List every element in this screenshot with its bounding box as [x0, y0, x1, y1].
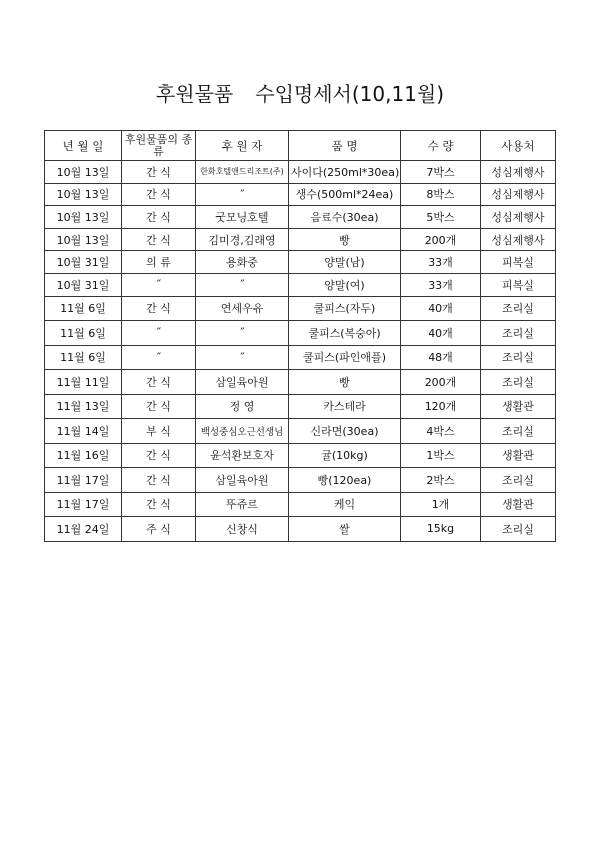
cell-item: 신라면(30ea) — [289, 419, 401, 444]
cell-quantity: 5박스 — [401, 206, 481, 229]
table-row — [45, 296, 556, 321]
cell-quantity: 8박스 — [401, 183, 481, 206]
cell-donor: 삼일육아원 — [196, 468, 289, 493]
cell-destination: 성심제행사 — [481, 228, 556, 251]
cell-destination: 피복실 — [481, 273, 556, 296]
cell-quantity: 1박스 — [401, 443, 481, 468]
cell-date: 11월 6일 — [45, 296, 122, 321]
cell-quantity: 120개 — [401, 394, 481, 419]
cell-category: 간 식 — [122, 370, 196, 395]
table-row — [45, 251, 556, 274]
cell-category: 간 식 — [122, 468, 196, 493]
cell-date: 11월 16일 — [45, 443, 122, 468]
cell-category: 간 식 — [122, 492, 196, 517]
cell-donor: ˝ — [196, 321, 289, 346]
cell-item: 빵(120ea) — [289, 468, 401, 493]
table-row — [45, 228, 556, 251]
cell-category: 간 식 — [122, 394, 196, 419]
header-destination: 사용처 — [481, 131, 556, 161]
cell-date: 11월 17일 — [45, 492, 122, 517]
cell-donor: ˝ — [196, 273, 289, 296]
title-part1: 후원물품 — [155, 82, 234, 106]
cell-category: 간 식 — [122, 161, 196, 184]
cell-category: 간 식 — [122, 183, 196, 206]
cell-donor: 김미경,김래영 — [196, 228, 289, 251]
cell-item: 쿨피스(파인애플) — [289, 345, 401, 370]
cell-item: 귤(10kg) — [289, 443, 401, 468]
cell-donor: 삼일육아원 — [196, 370, 289, 395]
table-row — [45, 468, 556, 493]
cell-destination: 조리실 — [481, 468, 556, 493]
header-quantity: 수 량 — [401, 131, 481, 161]
cell-destination: 조리실 — [481, 321, 556, 346]
header-item: 품 명 — [289, 131, 401, 161]
cell-destination: 생활관 — [481, 443, 556, 468]
cell-destination: 피복실 — [481, 251, 556, 274]
table-row — [45, 419, 556, 444]
cell-destination: 조리실 — [481, 517, 556, 542]
cell-date: 11월 17일 — [45, 468, 122, 493]
cell-destination: 성심제행사 — [481, 206, 556, 229]
cell-item: 빵 — [289, 228, 401, 251]
cell-date: 11월 6일 — [45, 345, 122, 370]
table-row — [45, 321, 556, 346]
table-row — [45, 206, 556, 229]
cell-date: 11월 11일 — [45, 370, 122, 395]
cell-donor: ˝ — [196, 183, 289, 206]
cell-date: 10월 31일 — [45, 273, 122, 296]
table-row — [45, 517, 556, 542]
cell-donor: 연세우유 — [196, 296, 289, 321]
title-part2: 수입명세서(10,11월) — [255, 82, 445, 106]
table-row — [45, 183, 556, 206]
table-header-row — [45, 131, 556, 161]
cell-category: ˝ — [122, 345, 196, 370]
cell-destination: 조리실 — [481, 296, 556, 321]
cell-donor: 한화호텔앤드리조트(주) — [196, 161, 289, 184]
cell-quantity: 40개 — [401, 296, 481, 321]
table-row — [45, 492, 556, 517]
cell-destination: 성심제행사 — [481, 161, 556, 184]
cell-item: 카스테라 — [289, 394, 401, 419]
cell-category: 간 식 — [122, 228, 196, 251]
cell-quantity: 40개 — [401, 321, 481, 346]
cell-date: 10월 31일 — [45, 251, 122, 274]
cell-quantity: 48개 — [401, 345, 481, 370]
cell-category: 주 식 — [122, 517, 196, 542]
donation-table — [44, 130, 556, 542]
cell-item: 쿨피스(자두) — [289, 296, 401, 321]
cell-category: 간 식 — [122, 206, 196, 229]
cell-donor: 윤석환보호자 — [196, 443, 289, 468]
header-category: 후원물품의 종류 — [122, 131, 196, 161]
cell-donor: 용화중 — [196, 251, 289, 274]
cell-item: 케익 — [289, 492, 401, 517]
cell-item: 음료수(30ea) — [289, 206, 401, 229]
table-row — [45, 345, 556, 370]
cell-quantity: 2박스 — [401, 468, 481, 493]
cell-date: 10월 13일 — [45, 161, 122, 184]
cell-quantity: 33개 — [401, 273, 481, 296]
cell-destination: 생활관 — [481, 394, 556, 419]
cell-category: 간 식 — [122, 296, 196, 321]
cell-date: 11월 13일 — [45, 394, 122, 419]
cell-item: 양말(남) — [289, 251, 401, 274]
cell-destination: 조리실 — [481, 419, 556, 444]
cell-quantity: 200개 — [401, 370, 481, 395]
cell-quantity: 1개 — [401, 492, 481, 517]
cell-destination: 조리실 — [481, 345, 556, 370]
cell-date: 11월 14일 — [45, 419, 122, 444]
cell-quantity: 7박스 — [401, 161, 481, 184]
cell-date: 11월 6일 — [45, 321, 122, 346]
cell-category: 간 식 — [122, 443, 196, 468]
table-row — [45, 443, 556, 468]
cell-category: ˝ — [122, 321, 196, 346]
cell-destination: 조리실 — [481, 370, 556, 395]
header-date: 년 월 일 — [45, 131, 122, 161]
cell-donor: 신창식 — [196, 517, 289, 542]
cell-item: 빵 — [289, 370, 401, 395]
table-row — [45, 370, 556, 395]
cell-quantity: 15kg — [401, 517, 481, 542]
cell-item: 쌀 — [289, 517, 401, 542]
cell-date: 11월 24일 — [45, 517, 122, 542]
cell-donor: 백성중심오근선생님 — [196, 419, 289, 444]
table-row — [45, 394, 556, 419]
cell-item: 사이다(250ml*30ea) — [289, 161, 401, 184]
cell-category: 의 류 — [122, 251, 196, 274]
cell-item: 생수(500ml*24ea) — [289, 183, 401, 206]
cell-category: ˝ — [122, 273, 196, 296]
cell-date: 10월 13일 — [45, 183, 122, 206]
cell-destination: 성심제행사 — [481, 183, 556, 206]
cell-donor: ˝ — [196, 345, 289, 370]
cell-date: 10월 13일 — [45, 228, 122, 251]
cell-destination: 생활관 — [481, 492, 556, 517]
cell-quantity: 200개 — [401, 228, 481, 251]
cell-quantity: 33개 — [401, 251, 481, 274]
cell-date: 10월 13일 — [45, 206, 122, 229]
table-row — [45, 161, 556, 184]
cell-donor: 정 영 — [196, 394, 289, 419]
cell-item: 양말(여) — [289, 273, 401, 296]
cell-quantity: 4박스 — [401, 419, 481, 444]
page-title — [0, 78, 600, 107]
header-donor: 후 원 자 — [196, 131, 289, 161]
table-row — [45, 273, 556, 296]
cell-item: 쿨피스(복숭아) — [289, 321, 401, 346]
cell-category: 부 식 — [122, 419, 196, 444]
cell-donor: 굿모닝호텔 — [196, 206, 289, 229]
cell-donor: 뚜쥬르 — [196, 492, 289, 517]
